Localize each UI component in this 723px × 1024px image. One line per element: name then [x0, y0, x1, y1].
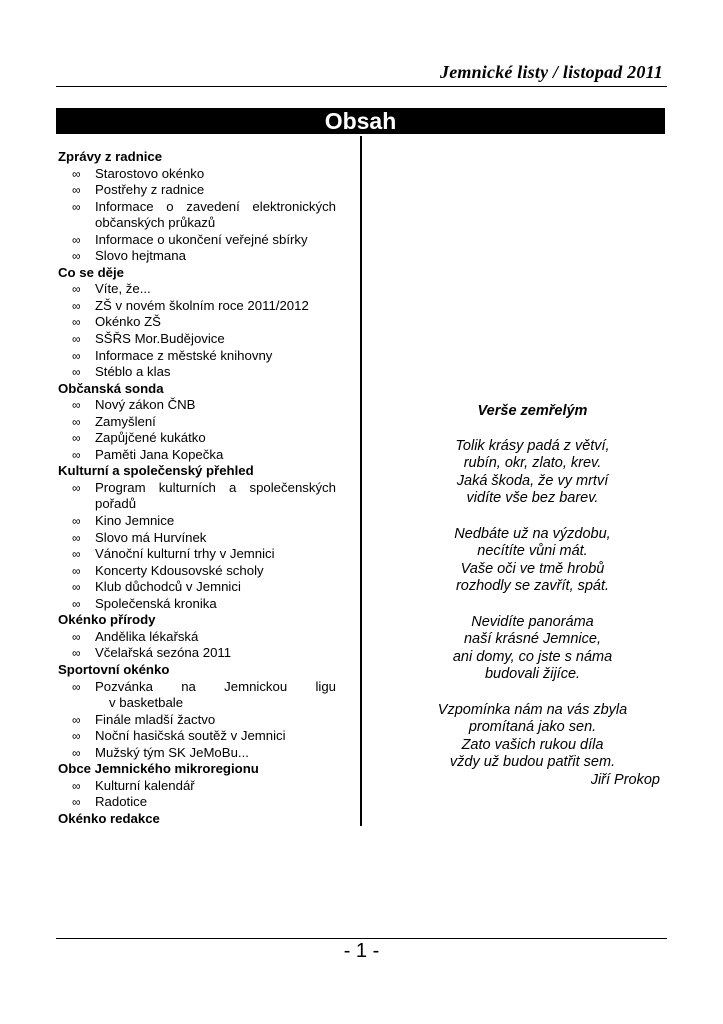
column-divider: [360, 136, 362, 826]
poem-line: rubín, okr, zlato, krev.: [463, 455, 602, 472]
infinity-bullet-icon: ∞: [72, 629, 81, 644]
toc-item: [58, 794, 336, 811]
toc-item-continuation: občanských průkazů: [95, 215, 216, 231]
toc-item-label: Program kulturních a společenských: [95, 479, 336, 495]
toc-item-label: Finále mladší žactvo: [95, 711, 216, 727]
toc-item-label: Včelařská sezóna 2011: [95, 645, 232, 661]
toc-section-heading: Sportovní okénko: [58, 661, 170, 677]
toc-item: [58, 596, 336, 613]
toc-item-label: Slovo hejtmana: [95, 248, 186, 264]
toc-item-label: Pozvánka na Jemnickou ligu: [95, 678, 336, 694]
toc-item: [58, 530, 336, 547]
toc-item-label: Informace z městské knihovny: [95, 347, 273, 363]
toc-item-label: Slovo má Hurvínek: [95, 529, 207, 545]
infinity-bullet-icon: ∞: [72, 398, 81, 413]
toc-item-continuation: v basketbale: [109, 695, 184, 711]
toc-item-label: Nový zákon ČNB: [95, 397, 196, 413]
poem-line: Tolik krásy padá z větví,: [455, 437, 610, 454]
poem-line: vždy už budou patřit sem.: [449, 754, 616, 771]
poem-line: vidíte vše bez barev.: [466, 490, 599, 507]
infinity-bullet-icon: ∞: [72, 365, 81, 380]
toc-item: [58, 745, 336, 762]
poem-stanza: [405, 438, 660, 508]
infinity-bullet-icon: ∞: [72, 563, 81, 578]
toc-item: [58, 248, 336, 265]
infinity-bullet-icon: ∞: [72, 166, 81, 181]
toc-item-label: Stéblo a klas: [95, 364, 171, 380]
toc-item: [58, 513, 336, 530]
toc-item-label: Klub důchodců v Jemnici: [95, 579, 241, 595]
poem-line: Jaká škoda, že vy mrtví: [456, 472, 609, 489]
toc-item: [58, 480, 336, 513]
infinity-bullet-icon: ∞: [72, 480, 81, 495]
infinity-bullet-icon: ∞: [72, 199, 81, 214]
toc-item-label: Mužský tým SK JeMoBu...: [95, 744, 249, 760]
toc-item: [58, 298, 336, 315]
toc-item-label: Starostovo okénko: [95, 165, 205, 181]
poem-line: budovali žijíce.: [484, 666, 581, 683]
toc-item: [58, 712, 336, 729]
poem-line: Nedbáte už na výzdobu,: [454, 525, 611, 542]
poem-stanza: [405, 614, 660, 684]
toc-item-label: Paměti Jana Kopečka: [95, 446, 224, 462]
poem-stanza: [405, 702, 660, 772]
toc-item-label: Informace o ukončení veřejné sbírky: [95, 231, 308, 247]
toc-section-heading: Co se děje: [58, 264, 124, 280]
infinity-bullet-icon: ∞: [72, 183, 81, 198]
infinity-bullet-icon: ∞: [72, 679, 81, 694]
toc-item-label: Koncerty Kdousovské scholy: [95, 562, 264, 578]
infinity-bullet-icon: ∞: [72, 778, 81, 793]
toc-item-label: SŠŘS Mor.Budějovice: [95, 331, 225, 347]
infinity-bullet-icon: ∞: [72, 348, 81, 363]
infinity-bullet-icon: ∞: [72, 414, 81, 429]
toc-section-heading: Kulturní a společenský přehled: [58, 463, 254, 479]
toc-item: [58, 232, 336, 249]
infinity-bullet-icon: ∞: [72, 447, 81, 462]
toc-item: [58, 364, 336, 381]
poem-line: naší krásné Jemnice,: [463, 631, 601, 648]
toc-item-label: Okénko ZŠ: [95, 314, 161, 330]
infinity-bullet-icon: ∞: [72, 712, 81, 727]
toc-item: [58, 348, 336, 365]
toc-item-label: ZŠ v novém školním roce 2011/2012: [95, 297, 309, 313]
toc-item-label: Noční hasičská soutěž v Jemnici: [95, 728, 286, 744]
toc-item: [58, 414, 336, 431]
infinity-bullet-icon: ∞: [72, 795, 81, 810]
poem-line: Nevidíte panoráma: [471, 613, 594, 630]
toc-item-label: Kino Jemnice: [95, 513, 175, 529]
poem-line: ani domy, co jste s náma: [452, 648, 613, 665]
publication-title: Jemnické listy / listopad 2011: [440, 62, 663, 82]
infinity-bullet-icon: ∞: [72, 530, 81, 545]
toc-item-label: Andělika lékařská: [95, 628, 199, 644]
toc-item-label: Informace o zavedení elektronických: [95, 198, 336, 214]
infinity-bullet-icon: ∞: [72, 315, 81, 330]
toc-item: [58, 166, 336, 183]
toc-item-continuation: pořadů: [95, 496, 137, 512]
toc-item-label: Zamyšlení: [95, 413, 156, 429]
infinity-bullet-icon: ∞: [72, 431, 81, 446]
infinity-bullet-icon: ∞: [72, 646, 81, 661]
toc-section-heading: Okénko redakce: [58, 810, 160, 826]
toc-section-heading: Okénko přírody: [58, 612, 156, 628]
poem: [405, 403, 660, 789]
infinity-bullet-icon: ∞: [72, 547, 81, 562]
toc-item: [58, 447, 336, 464]
infinity-bullet-icon: ∞: [72, 745, 81, 760]
toc-item: [58, 546, 336, 563]
toc-item: [58, 679, 336, 712]
table-of-contents: [58, 149, 336, 827]
toc-section-heading: Obce Jemnického mikroregionu: [58, 761, 259, 777]
toc-item: [58, 579, 336, 596]
infinity-bullet-icon: ∞: [72, 596, 81, 611]
poem-line: Vzpomínka nám na vás zbyla: [437, 701, 628, 718]
poem-line: rozhodly se zavřít, spát.: [455, 578, 610, 595]
contents-banner: Obsah: [56, 108, 665, 134]
toc-item: [58, 645, 336, 662]
infinity-bullet-icon: ∞: [72, 729, 81, 744]
toc-item: [58, 281, 336, 298]
toc-item: [58, 778, 336, 795]
poem-line: promítaná jako sen.: [468, 719, 597, 736]
toc-item-label: Společenská kronika: [95, 595, 217, 611]
footer-divider: [56, 938, 667, 939]
poem-stanza: [405, 526, 660, 596]
toc-item: [58, 728, 336, 745]
toc-item: [58, 629, 336, 646]
header-divider: [56, 86, 667, 87]
toc-item-label: Postřehy z radnice: [95, 182, 205, 198]
toc-item: [58, 199, 336, 232]
toc-item-label: Radotice: [95, 794, 148, 810]
toc-item: [58, 182, 336, 199]
toc-item: [58, 314, 336, 331]
poem-author: Jiří Prokop: [590, 771, 660, 788]
toc-item: [58, 563, 336, 580]
infinity-bullet-icon: ∞: [72, 298, 81, 313]
poem-line: necítíte vůni mát.: [477, 543, 588, 560]
toc-section-heading: Občanská sonda: [58, 380, 164, 396]
poem-line: Zato vašich rukou díla: [461, 736, 604, 753]
infinity-bullet-icon: ∞: [72, 580, 81, 595]
infinity-bullet-icon: ∞: [72, 282, 81, 297]
toc-item: [58, 397, 336, 414]
infinity-bullet-icon: ∞: [72, 514, 81, 529]
infinity-bullet-icon: ∞: [72, 232, 81, 247]
poem-stanzas: [405, 438, 660, 772]
toc-item-label: Zapůjčené kukátko: [95, 430, 206, 446]
toc-item-label: Kulturní kalendář: [95, 777, 195, 793]
toc-item: [58, 430, 336, 447]
infinity-bullet-icon: ∞: [72, 332, 81, 347]
toc-item-label: Víte, že...: [95, 281, 151, 297]
toc-section-heading: Zprávy z radnice: [58, 149, 163, 164]
poem-line: Vaše oči ve tmě hrobů: [460, 560, 605, 577]
toc-item-label: Vánoční kulturní trhy v Jemnici: [95, 546, 275, 562]
infinity-bullet-icon: ∞: [72, 249, 81, 264]
page-number: - 1 -: [343, 940, 380, 962]
toc-item: [58, 331, 336, 348]
poem-title: Verše zemřelým: [477, 403, 588, 419]
